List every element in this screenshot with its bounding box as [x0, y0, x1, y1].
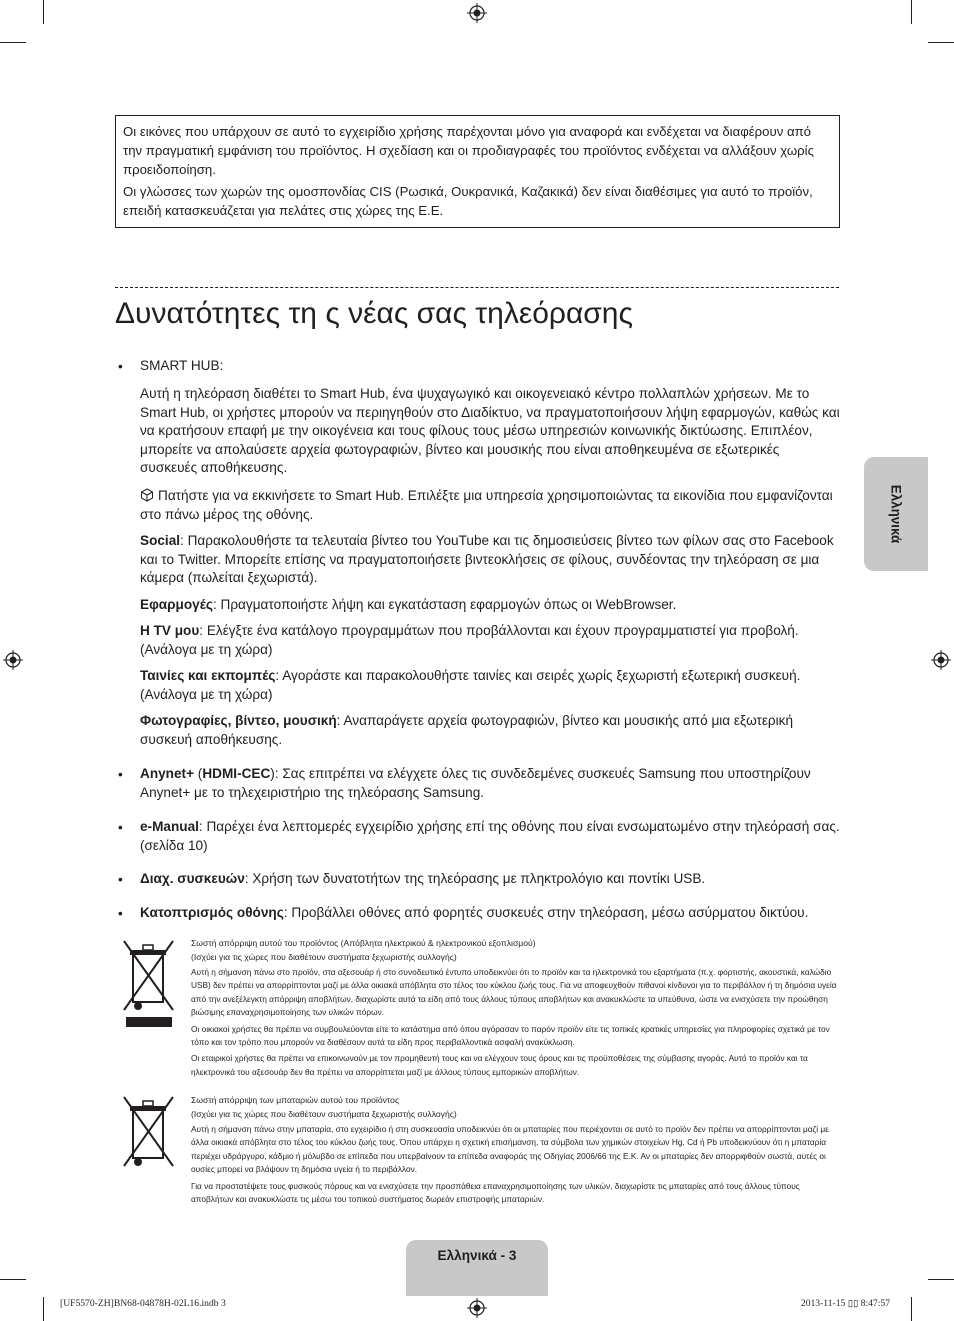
feature-mirroring	[140, 904, 840, 923]
crop-mark-tr-h	[928, 42, 954, 43]
registration-mark-icon	[3, 650, 23, 670]
weee-paragraph: Αυτή η σήμανση πάνω στην μπαταρία, στο εγχειρίδιο ή στη συσκευασία υποδεικνύει ότι οι μπαταρίες που περιέχονται σε αυτό το προϊόν δεν πρέπει να απορρίπτονται μαζί με άλλα οικιακά απόβλητα στο τέλος του κύκλου ζωής τους. Όπου υπάρχει η σχετική επισήμανση, τα σύμβολα των χημικών στοιχείων Hg, Cd ή Pb υποδεικνύουν ότι η μπαταρία περιέχει υδράργυρο, κάδμιο ή μόλυβδο σε επίπεδα που υπερβαίνουν τα επίπεδα αναφοράς της Οδηγίας 2006/66 της Ε.Κ. Αν οι μπαταρίες δεν απορριφθούν σωστά, αυτές οι ουσίες μπορεί να βλάψουν τη δημόσια υγεία ή το περιβάλλον.	[191, 1124, 829, 1175]
feature-term: Ταινίες και εκπομπές	[140, 668, 276, 683]
smart-hub-heading	[140, 357, 840, 376]
feature-social	[140, 532, 840, 588]
page-title: Δυνατότητες τη ς νέας σας τηλεόρασης	[115, 297, 633, 330]
registration-mark-icon	[467, 1298, 487, 1318]
weee-paragraph: Αυτή η σήμανση πάνω στο προϊόν, στα αξεσουάρ ή στο συνοδευτικό έντυπο υποδεικνύει ότι το προϊόν και τα ηλεκτρονικά του εξαρτήματα (π.χ. φορτιστής, ακουστικά, καλώδιο USB) δεν πρέπει να απορρίπτονται μαζί με άλλα οικιακά απόβλητα στο τέλος του κύκλου ζωής τους. Για να αποφευχθούν πιθανοί κίνδυνοι για το περιβάλλον ή τη δημόσια υγεία από την ανεξέλεγκτη απόρριψη αποβλήτων, διαχωρίστε αυτά τα είδη από τους άλλους τύπους αποβλήτων και ανακυκλώστε τα υπεύθυνα, ώστε να ενισχύσετε την προώθηση βιώσιμης επαναχρησιμοποίησης των υλικών πόρων.	[191, 967, 837, 1018]
registration-mark-icon	[467, 3, 487, 23]
weee-paragraph: Για να προστατέψετε τους φυσικούς πόρους και να ενισχύσετε την προσπάθεια επαναχρησιμοποίησης των υλικών, διαχωρίστε τις μπαταρίες από τους άλλους τύπους αποβλήτων και ανακυκλώστε τις μέσω του τοπικού συστήματος δωρεάν επιστροφής μπαταριών.	[191, 1180, 800, 1205]
feature-text: : Παρέχει ένα λεπτομερές εγχειρίδιο χρήσης επί της οθόνης που είναι ενσωματωμένο στην τηλεόρασή σας. (σελίδα 10)	[140, 819, 840, 853]
bullet: •	[118, 872, 123, 887]
feature-term: Anynet+	[140, 766, 195, 781]
language-side-tab-label: Ελληνικά	[888, 484, 904, 544]
footer-file-name: [UF5570-ZH]BN68-04878H-02L16.indb 3	[60, 1298, 226, 1309]
smart-hub-label: SMART HUB	[140, 358, 220, 373]
weee-subheading: (Ισχύει για τις χώρες που διαθέτουν συστήματα ξεχωριστής συλλογής)	[191, 952, 457, 962]
feature-devices	[140, 870, 840, 889]
feature-term: e-Manual	[140, 819, 199, 834]
registration-mark-icon	[931, 650, 951, 670]
crop-mark-br-h	[928, 1279, 954, 1280]
notice-line: Οι εικόνες που υπάρχουν σε αυτό το εγχειρίδιο χρήσης παρέχονται μόνο για αναφορά και ενδέχεται να διαφέρουν από την πραγματική εμφάνιση του προϊόντος. Η σχεδίαση και οι προδιαγραφές του προϊόντος ενδέχεται να αλλάξουν χωρίς προειδοποίηση.	[123, 124, 814, 177]
crop-mark-bl-v	[43, 1297, 44, 1321]
feature-term: Φωτογραφίες, βίντεο, μουσική	[140, 713, 337, 728]
crop-mark-bl-h	[0, 1279, 26, 1280]
feature-apps	[140, 596, 840, 615]
feature-text: : Αναπαράγετε αρχεία φωτογραφιών, βίντεο και μουσικής από μια εξωτερική συσκευή αποθήκευσης.	[140, 713, 794, 747]
feature-term: Η TV μου	[140, 623, 200, 638]
crop-mark-br-v	[911, 1297, 912, 1321]
feature-my-tv	[140, 622, 840, 659]
feature-text: : Ελέγξτε ένα κατάλογο προγραμμάτων που προβάλλονται και έχουν προγραμματιστεί για προβολή. (Ανάλογα με τη χώρα)	[140, 623, 799, 657]
feature-text: : Πραγματοποιήστε λήψη και εγκατάσταση εφαρμογών όπως οι WebBrowser.	[212, 597, 677, 612]
smart-hub-press	[140, 487, 840, 524]
feature-anynet	[140, 765, 840, 802]
weee-battery-section	[191, 1093, 839, 1206]
feature-text: (	[194, 766, 203, 781]
page-number-tab	[406, 1240, 548, 1296]
feature-text: : Αγοράστε και παρακολουθήστε ταινίες και σειρές χωρίς ξεχωριστή εξωτερική συσκευή. (Ανάλογα με τη χώρα)	[140, 668, 801, 702]
notice-line: Οι γλώσσες των χωρών της ομοσπονδίας CIS (Ρωσικά, Ουκρανικά, Καζακικά) δεν είναι διαθέσιμες για αυτό το προϊόν, επειδή κατασκευάζεται για πελάτες στις χώρες της Ε.Ε.	[123, 184, 813, 218]
bullet: •	[118, 906, 123, 921]
weee-product-section	[191, 936, 839, 1079]
weee-heading: Σωστή απόρριψη των μπαταριών αυτού του προϊόντος	[191, 1095, 400, 1105]
feature-photos	[140, 712, 840, 749]
feature-term: Εφαρμογές	[140, 597, 213, 612]
feature-term: HDMI-CEC	[202, 766, 271, 781]
crop-mark-tr-v	[911, 0, 912, 24]
footer-timestamp: 2013-11-15 ▯▯ 8:47:57	[800, 1298, 890, 1309]
weee-subheading: (Ισχύει για τις χώρες που διαθέτουν συστήματα ξεχωριστής συλλογής)	[191, 1109, 457, 1119]
crop-mark-tl-h	[0, 42, 26, 43]
weee-bin-icon	[121, 938, 177, 1032]
battery-bin-icon	[121, 1094, 177, 1170]
bullet: •	[118, 820, 123, 835]
feature-text: : Χρήση των δυνατοτήτων της τηλεόρασης με πληκτρολόγιο και ποντίκι USB.	[244, 871, 706, 886]
weee-paragraph: Οι εταιρικοί χρήστες θα πρέπει να επικοινωνούν με τον προμηθευτή τους και να ελέγχουν τους όρους και τις προϋποθέσεις της σύμβασης αγοράς. Αυτό το προϊόν και τα ηλεκτρονικά του αξεσουάρ δεν θα πρέπει να απορρίπτεται μαζί με άλλους τύπους εμπορικών αποβλήτων.	[191, 1053, 808, 1077]
weee-heading: Σωστή απόρριψη αυτού του προϊόντος (Απόβλητα ηλεκτρικού & ηλεκτρονικού εξοπλισμού)	[191, 938, 536, 948]
feature-term: Κατοπτρισμός οθόνης	[140, 905, 284, 920]
smart-hub-intro: Αυτή η τηλεόραση διαθέτει το Smart Hub, ένα ψυχαγωγικό και οικογενειακό κέντρο πολλαπλών χρήσεων. Με το Smart Hub, οι χρήστες μπορούν να περιηγηθούν στο Διαδίκτυο, να πραγματοποιήσουν λήψη εφαρμογών, καθώς και να κρατήσουν επαφή με την οικογένεια και τους φίλους τους μέσω υπηρεσιών κοινωνικής δικτύωσης. Επιπλέον, μπορείτε να απολαύσετε αρχεία φωτογραφιών, βίντεο και μουσικής που είναι αποθηκευμένα σε εξωτερικές συσκευές αποθήκευσης.	[140, 386, 840, 476]
weee-paragraph: Οι οικιακοί χρήστες θα πρέπει να συμβουλεύονται είτε το κατάστημα από όπου αγόρασαν το παρόν προϊόν είτε τις τοπικές κρατικές υπηρεσίες για πληροφορίες σχετικά με τον τόπο και τον τρόπο που μπορούν να διαθέσουν αυτά τα είδη προς περιβαλλοντικά ασφαλή ανακύκλωση.	[191, 1023, 830, 1048]
bullet: •	[118, 359, 123, 374]
feature-text: : Προβάλλει οθόνες από φορητές συσκευές στην τηλεόραση, μέσω ασύρματου δικτύου.	[283, 905, 809, 920]
feature-emanual	[140, 818, 840, 855]
bullet: •	[118, 767, 123, 782]
feature-term: Social	[140, 533, 181, 548]
feature-term: Διαχ. συσκευών	[140, 871, 245, 886]
smart-hub-colon: :	[219, 358, 224, 373]
feature-text: : Παρακολουθήστε τα τελευταία βίντεο του YouTube και τις δημοσιεύσεις βίντεο των φίλων σας στο Facebook και το Twitter. Μπορείτε επίσης να πραγματοποιήσετε βιντεοκλήσεις σε φίλους, συνδέοντας την τηλεόραση σε μια κάμερα (πωλείται ξεχωριστά).	[140, 533, 834, 586]
feature-movies	[140, 667, 840, 704]
smart-hub-press-text: Πατήστε για να εκκινήσετε το Smart Hub. Επιλέξτε μια υπηρεσία χρησιμοποιώντας τα εικονίδια που εμφανίζονται στο πάνω μέρος της οθόνης.	[140, 488, 833, 522]
page-number: Ελληνικά - 3	[437, 1248, 517, 1263]
crop-mark-tl-v	[43, 0, 44, 24]
feature-text: ): Σας επιτρέπει να ελέγχετε όλες τις συνδεδεμένες συσκευές Samsung που υποστηρίζουν Anynet+ με το τηλεχειριστήριο της τηλεόρασης Samsung.	[140, 766, 811, 800]
title-divider	[115, 287, 839, 288]
language-side-tab	[864, 457, 928, 571]
notice-box	[115, 115, 840, 228]
smart-hub-cube-icon	[140, 488, 154, 502]
